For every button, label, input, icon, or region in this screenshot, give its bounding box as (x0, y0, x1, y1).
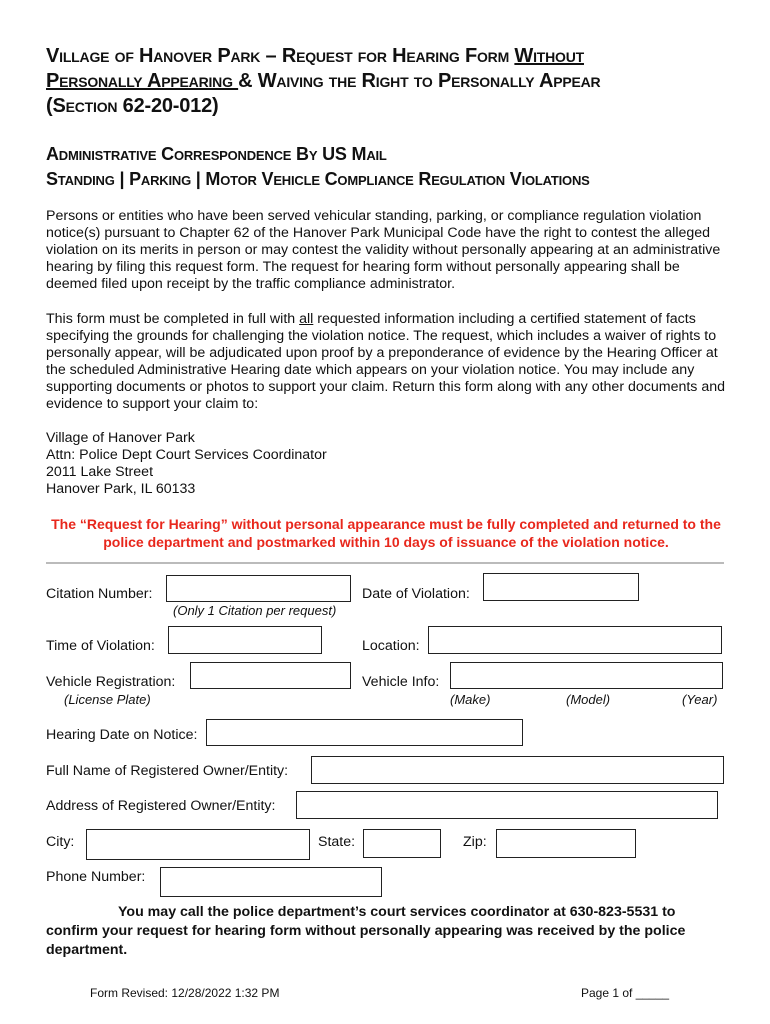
title-section: (Section 62-20-012) (46, 95, 219, 117)
confirmation-statement (46, 903, 726, 960)
address-line-2: Attn: Police Dept Court Services Coordinator (46, 447, 327, 463)
form-revised-date: Form Revised: 12/28/2022 1:32 PM (90, 986, 280, 1000)
phone-input[interactable] (160, 867, 382, 897)
vehicle-registration-label: Vehicle Registration: (46, 674, 176, 690)
intro-paragraph-1-text: Persons or entities who have been served vehicular standing, parking, or compliance regulation violation notice(s) pursuant to Chapter 62 of the Hanover Park Municipal Code have the right to contest the alleged violation on its merits in person or may contest the validity without personally appearing at an administrative hearing by filing this request form. The request for hearing form without personally appearing shall be deemed filed upon receipt by the traffic compliance administrator. (46, 208, 721, 292)
location-label: Location: (362, 638, 420, 654)
vehicle-info-input[interactable] (450, 662, 723, 689)
mailing-address (46, 430, 327, 498)
citation-number-input[interactable] (166, 575, 351, 602)
vehicle-registration-hint: (License Plate) (64, 692, 151, 707)
city-label: City: (46, 834, 75, 850)
confirmation-text: You may call the police department’s court services coordinator at 630-823-5531 to confirm your request for hearing form without personally appearing was received by the police department. (46, 904, 686, 958)
intro-paragraph-2-text (46, 311, 726, 413)
vehicle-info-label: Vehicle Info: (362, 674, 440, 690)
phone-label: Phone Number: (46, 869, 146, 885)
state-label: State: (318, 834, 356, 850)
zip-label: Zip: (463, 834, 487, 850)
subtitle-line2: Standing | Parking | Motor Vehicle Compliance Regulation Violations (46, 169, 590, 189)
vehicle-info-hint-year: (Year) (682, 692, 718, 707)
title-part2: & Waiving the Right to Personally Appear (238, 70, 601, 92)
citation-number-hint: (Only 1 Citation per request) (173, 603, 337, 618)
p2-all: all (299, 311, 314, 327)
title-personally-appearing: Personally Appearing (46, 70, 239, 92)
date-of-violation-label: Date of Violation: (362, 586, 470, 602)
subtitle-line1: Administrative Correspondence By US Mail (46, 144, 387, 164)
state-input[interactable] (363, 829, 441, 858)
address-line-1: Village of Hanover Park (46, 430, 195, 446)
zip-input[interactable] (496, 829, 636, 858)
form-subtitle (46, 142, 746, 192)
hearing-date-label: Hearing Date on Notice: (46, 727, 198, 743)
vehicle-info-hint-model: (Model) (566, 692, 611, 707)
title-part1: Village of Hanover Park – Request for Hearing Form (46, 45, 515, 67)
title-without: Without (514, 45, 584, 67)
city-input[interactable] (86, 829, 310, 860)
full-name-input[interactable] (311, 756, 724, 784)
time-of-violation-input[interactable] (168, 626, 322, 654)
page-number: Page 1 of _____ (581, 986, 670, 1000)
citation-number-label: Citation Number: (46, 586, 153, 602)
location-input[interactable] (428, 626, 722, 654)
form-title (46, 44, 746, 119)
intro-paragraph-2 (46, 311, 726, 413)
full-name-label: Full Name of Registered Owner/Entity: (46, 763, 289, 779)
vehicle-info-hint-make: (Make) (450, 692, 491, 707)
address-line-4: Hanover Park, IL 60133 (46, 481, 196, 497)
deadline-notice: The “Request for Hearing” without personal appearance must be fully completed and returned to the police department and postmarked within 10 days of issuance of the violation notice. (51, 516, 721, 550)
address-line-3: 2011 Lake Street (46, 464, 154, 480)
owner-address-label: Address of Registered Owner/Entity: (46, 798, 276, 814)
date-of-violation-input[interactable] (483, 573, 639, 601)
time-of-violation-label: Time of Violation: (46, 638, 155, 654)
p2-after: requested information including a certified statement of facts specifying the grounds for challenging the violation notice. The request, which includes a waiver of rights to personally appear, will be adjudicated upon proof by a preponderance of evidence by the Hearing Officer at the scheduled Administrative Hearing date which appears on your violation notice. You may include any supporting documents or photos to support your claim. Return this form along with any other documents and evidence to support your claim to: (46, 311, 725, 412)
section-divider (46, 562, 724, 564)
p2-before: This form must be completed in full with (46, 311, 300, 327)
hearing-date-input[interactable] (206, 719, 523, 746)
owner-address-input[interactable] (296, 791, 718, 819)
intro-paragraph-1 (46, 208, 726, 293)
vehicle-registration-input[interactable] (190, 662, 351, 689)
